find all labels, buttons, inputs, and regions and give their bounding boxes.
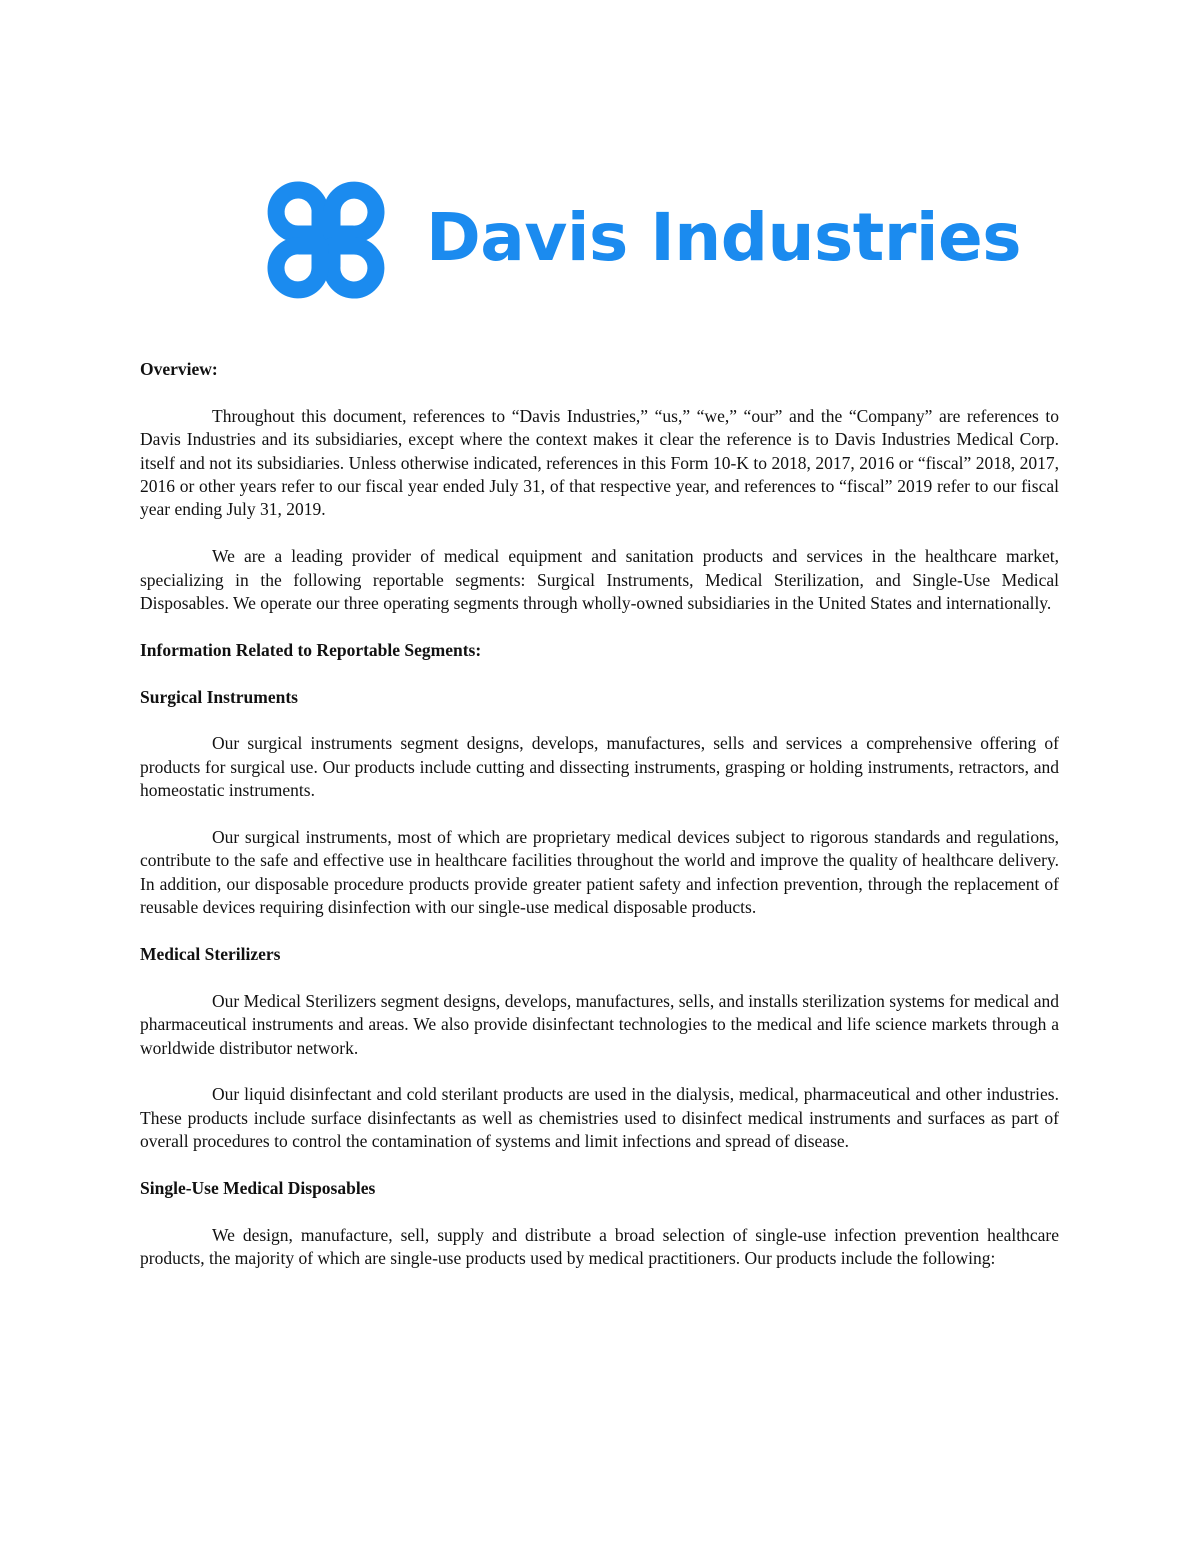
segments-info-heading: Information Related to Reportable Segments: [140,639,482,660]
logo-petal-top-right [332,190,376,234]
overview-paragraph-1: Throughout this document, references to “Davis Industries,” “us,” “we,” “our” and the “Company” are references to Davis Industries and its subsidiaries, except where the context makes it clear the reference is to Davis Industries Medical Corp. itself and not its subsidiaries. Unless otherwise indicated, references in this Form 10-K to 2018, 2017, 2016 or “fiscal” 2018, 2017, 2016 or other years refer to our fiscal year ended July 31, of that respective year, and references to “fiscal” 2019 refer to our fiscal year ending July 31, 2019. [140,405,1059,520]
logo-petal-top-left [276,190,320,234]
surgical-paragraph-2: Our surgical instruments, most of which are proprietary medical devices subject to rigorous standards and regulations, contribute to the safe and effective use in healthcare facilities throughout the world and improve the quality of healthcare delivery. In addition, our disposable procedure products provide greater patient safety and infection prevention, through the replacement of reusable devices requiring disinfection with our single-use medical disposable products. [140,826,1059,918]
overview-heading: Overview: [140,359,218,379]
sterilizers-paragraph-1: Our Medical Sterilizers segment designs, develops, manufactures, sells, and installs sterilization systems for medical and pharmaceutical instruments and areas. We also provide disinfectant technologies to the medical and life science markets through a worldwide distributor network. [140,990,1059,1058]
logo-petal-bottom-right [332,246,376,290]
document-body [140,358,1059,1271]
surgical-paragraph-1: Our surgical instruments segment designs, develops, manufactures, sells and services a comprehensive offering of products for surgical use. Our products include cutting and dissecting instruments, grasping or holding instruments, retractors, and homeostatic instruments. [140,733,1059,801]
single-use-disposables-heading: Single-Use Medical Disposables [140,1178,376,1198]
four-petal-clover-icon [256,170,396,310]
company-logo [256,170,1021,310]
overview-paragraph-2: We are a leading provider of medical equipment and sanitation products and services in the healthcare market, specializing in the following reportable segments: Surgical Instruments, Medical Sterilization, and Single-Use Medical Disposables. We operate our three operating segments through wholly-owned subsidiaries in the United States and internationally. [140,546,1059,614]
surgical-instruments-heading: Surgical Instruments [140,686,298,707]
company-name: Davis Industries [426,199,1022,276]
sterilizers-paragraph-2: Our liquid disinfectant and cold sterilant products are used in the dialysis, medical, pharmaceutical and other industries. These products include surface disinfectants as well as chemistries used to disinfect medical instruments and surfaces as part of overall procedures to control the contamination of systems and limit infections and spread of disease. [140,1084,1059,1152]
logo-petal-bottom-left [276,246,320,290]
medical-sterilizers-heading: Medical Sterilizers [140,944,281,964]
disposables-paragraph-1: We design, manufacture, sell, supply and distribute a broad selection of single-use infection prevention healthcare products, the majority of which are single-use products used by medical practitioners. Our products include the following: [140,1224,1059,1269]
